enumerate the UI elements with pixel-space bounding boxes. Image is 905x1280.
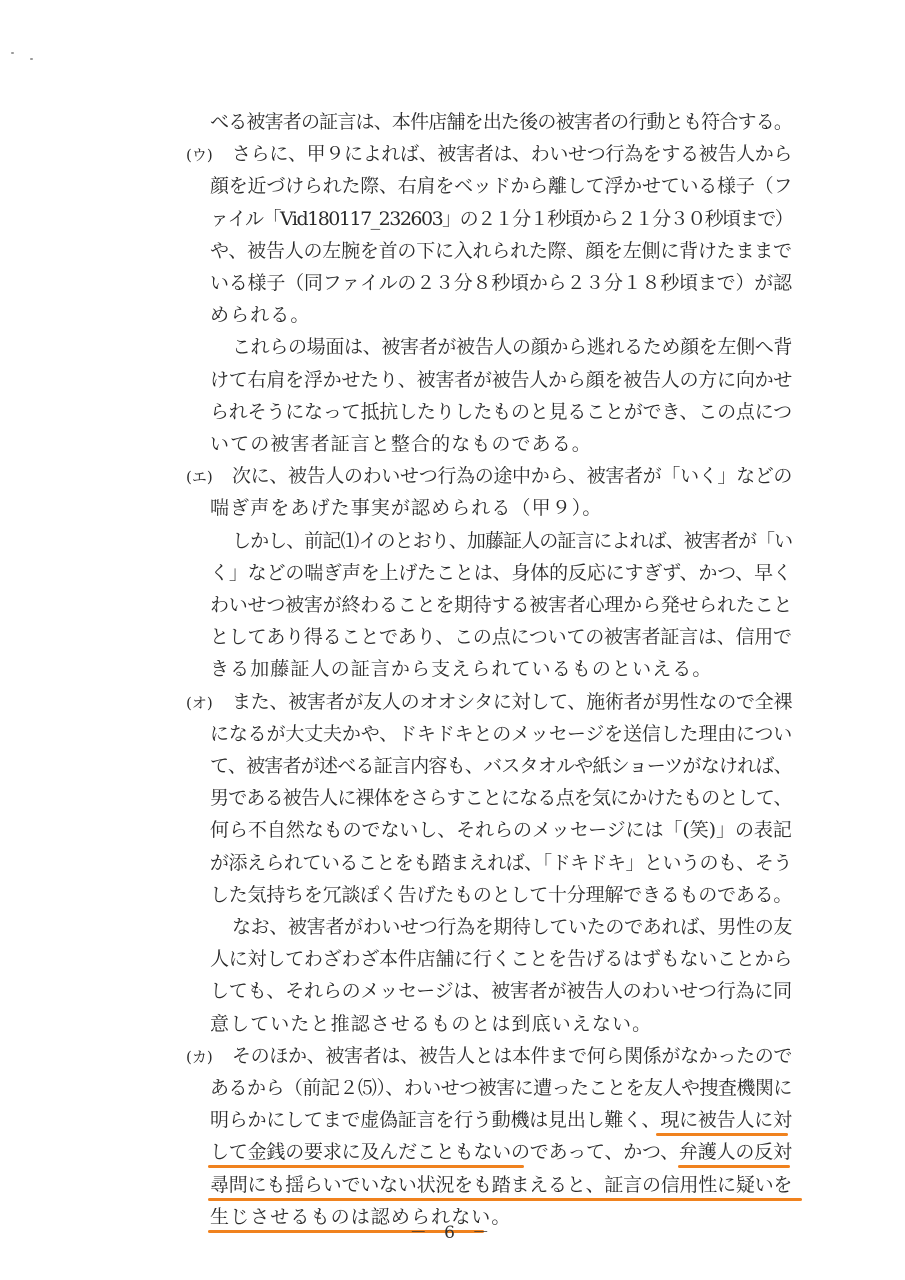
text-line: きる加藤証人の証言から支えられているものといえる。: [210, 658, 713, 680]
text-line: 何ら不自然なものでないし、それらのメッセージには「(笑)」の表記: [210, 819, 792, 841]
text-line: 人に対してわざわざ本件店舗に行くことを告げるはずもないことから: [210, 948, 793, 970]
text-line: 尋問にも揺らいでいない状況をも踏まえると、証言の信用性に疑いを: [210, 1174, 793, 1196]
text-line: あるから（前記２⑸）、わいせつ被害に遭ったことを友人や捜査機関に: [210, 1077, 792, 1099]
text-line: しても、それらのメッセージは、被害者が被告人のわいせつ行為に同: [210, 980, 792, 1002]
scan-speck: [30, 58, 33, 60]
text-line: く」などの喘ぎ声を上げたことは、身体的反応にすぎず、かつ、早く: [210, 562, 792, 584]
text-line: 男である被告人に裸体をさらすことになる点を気にかけたものとして、: [210, 787, 792, 809]
text-line: られそうになって抵抗したりしたものと見ることができ、この点につ: [210, 401, 792, 423]
text-line: 意していたと推認させるものとは到底いえない。: [210, 1013, 653, 1035]
text-line: としてあり得ることであり、この点についての被害者証言は、信用で: [210, 626, 792, 648]
item-marker-e: (エ): [186, 468, 213, 486]
text-line: いる様子（同ファイルの２３分８秒頃から２３分１８秒頃まで）が認: [210, 272, 792, 294]
text-line: して金銭の要求に及んだこともないのであって、かつ、弁護人の反対: [210, 1141, 792, 1163]
page-number: － 6 －: [409, 1223, 496, 1243]
text-line: わいせつ被害が終わることを期待する被害者心理から発せられたこと: [210, 594, 793, 616]
text-line: や、被告人の左腕を首の下に入れられた際、顔を左側に背けたままで: [210, 240, 792, 262]
text-line: 喘ぎ声をあげた事実が認められる（甲９）。: [210, 497, 603, 519]
text-line: 次に、被告人のわいせつ行為の途中から、被害者が「いく」などの: [232, 465, 793, 487]
text-line: いての被害者証言と整合的なものである。: [210, 433, 592, 455]
text-line: けて右肩を浮かせたり、被害者が被告人から顔を被告人の方に向かせ: [210, 369, 793, 391]
text-line: しかし、前記⑴イのとおり、加藤証人の証言によれば、被害者が「い: [232, 530, 793, 552]
text-line: になるが大丈夫かや、ドキドキとのメッセージを送信した理由につい: [210, 723, 793, 745]
text-line: これらの場面は、被害者が被告人の顔から逃れるため顔を左側へ背: [232, 336, 793, 358]
text-line: さらに、甲９によれば、被害者は、わいせつ行為をする被告人から: [232, 143, 793, 165]
text-line: また、被害者が友人のオオシタに対して、施術者が男性なので全裸: [232, 691, 793, 713]
text-line: した気持ちを冗談ぽく告げたものとして十分理解できるものである。: [210, 884, 793, 906]
highlight-underline: [656, 1133, 788, 1136]
text-line: 生じさせるものは認められない。: [210, 1206, 512, 1228]
item-marker-o: (オ): [186, 694, 213, 712]
highlight-underline: [678, 1165, 790, 1168]
text-line: 顔を近づけられた際、右肩をベッドから離して浮かせている様子（フ: [210, 175, 793, 197]
text-line: ァイル「Vid180117_232603」の２１分１秒頃から２１分３０秒頃まで）: [210, 208, 793, 230]
text-line: が添えられていることをも踏まえれば、「ドキドキ」というのも、そう: [210, 852, 792, 874]
highlight-underline: [208, 1165, 524, 1168]
highlight-underline: [208, 1198, 802, 1201]
item-marker-ka: (カ): [186, 1048, 213, 1066]
text-line: なお、被害者がわいせつ行為を期待していたのであれば、男性の友: [232, 916, 793, 938]
text-line: て、被害者が述べる証言内容も、バスタオルや紙ショーツがなければ、: [210, 755, 792, 777]
text-line: べる被害者の証言は、本件店舗を出た後の被害者の行動とも符合する。: [210, 111, 793, 133]
text-line: 明らかにしてまで虚偽証言を行う動機は見出し難く、現に被告人に対: [210, 1109, 792, 1131]
item-marker-u: (ウ): [186, 146, 213, 164]
text-line: められる。: [210, 304, 311, 326]
scan-speck: [11, 52, 14, 54]
text-line: そのほか、被害者は、被告人とは本件まで何ら関係がなかったので: [232, 1045, 793, 1067]
